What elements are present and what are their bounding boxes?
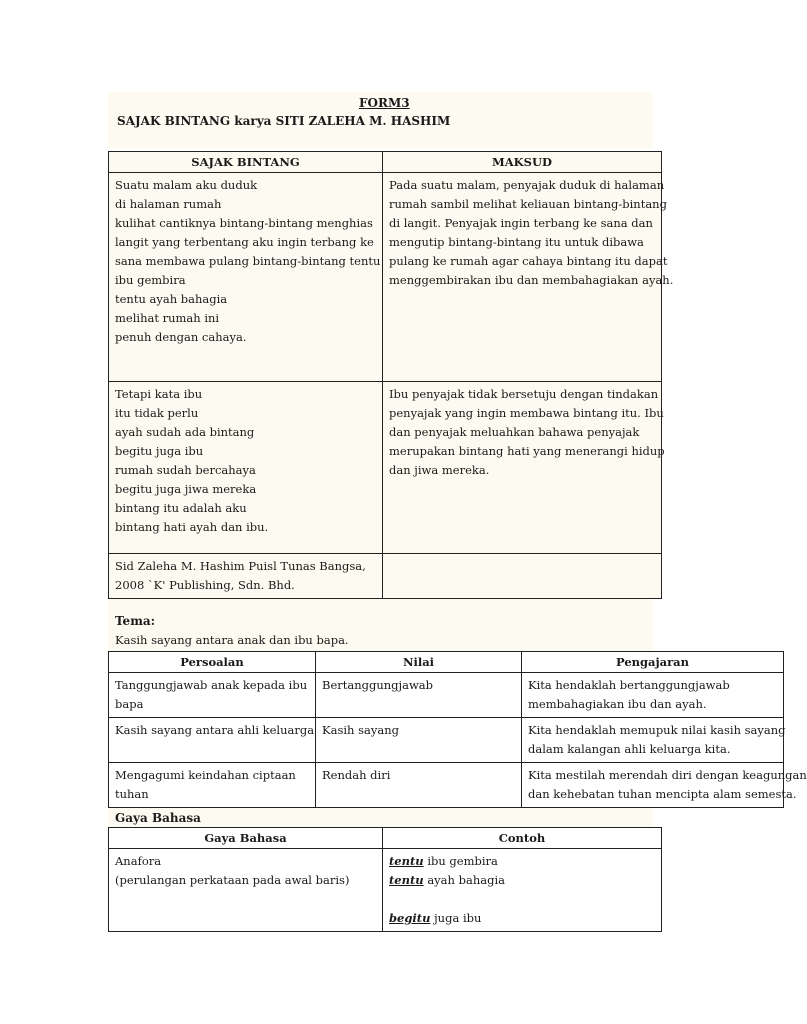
- cell-line: Kita hendaklah memupuk nilai kasih sayang: [528, 723, 786, 737]
- gaya-bahasa-table: [108, 827, 662, 932]
- meaning-line: menggembirakan ibu dan membahagiakan ayah.: [389, 273, 674, 287]
- repeated-word: tentu: [389, 873, 424, 887]
- cell-line: membahagiakan ibu dan ayah.: [528, 697, 707, 711]
- poem-line: Suatu malam aku duduk: [115, 178, 258, 192]
- table-row: [109, 849, 662, 932]
- empty-cell: [383, 554, 662, 599]
- poem-line: tentu ayah bahagia: [115, 292, 228, 306]
- tema-table: [108, 651, 807, 808]
- table-row: [109, 763, 784, 808]
- meaning-line: di langit. Penyajak ingin terbang ke sana dan: [389, 216, 653, 230]
- poem-line: kulihat cantiknya bintang-bintang menghias: [115, 216, 373, 230]
- poem-line: ibu gembira: [115, 273, 186, 287]
- poem-line: itu tidak perlu: [115, 406, 199, 420]
- poem-cell-stanza-2: [109, 382, 383, 554]
- cell-line: dalam kalangan ahli keluarga kita.: [528, 742, 731, 756]
- cell-line: dan kehebatan tuhan mencipta alam semesta.: [528, 787, 797, 801]
- poem-line: rumah sudah bercahaya: [115, 463, 256, 477]
- table-row: [109, 718, 784, 763]
- cell-line: Kasih sayang: [322, 723, 399, 737]
- gaya-description: (perulangan perkataan pada awal baris): [115, 873, 350, 887]
- nilai-cell: [316, 718, 522, 763]
- meaning-header: MAKSUD: [383, 152, 662, 173]
- pengajaran-cell: [522, 673, 784, 718]
- nilai-header: Nilai: [316, 652, 522, 673]
- poem-line: melihat rumah ini: [115, 311, 220, 325]
- persoalan-cell: [109, 718, 316, 763]
- example-rest: ibu gembira: [423, 854, 498, 868]
- pengajaran-cell: [522, 718, 784, 763]
- meaning-line: merupakan bintang hati yang menerangi hidup: [389, 444, 665, 458]
- poem-line: penuh dengan cahaya.: [115, 330, 247, 344]
- meaning-line: Pada suatu malam, penyajak duduk di halaman: [389, 178, 665, 192]
- example-rest: juga ibu: [430, 911, 482, 925]
- poem-line: di halaman rumah: [115, 197, 222, 211]
- poem-line: ayah sudah ada bintang: [115, 425, 255, 439]
- persoalan-cell: [109, 763, 316, 808]
- pengajaran-cell: [522, 763, 807, 808]
- meaning-line: penyajak yang ingin membawa bintang itu. Ibu: [389, 406, 664, 420]
- page-title: SAJAK BINTANG karya SITI ZALEHA M. HASHIM: [117, 114, 451, 128]
- poem-line: sana membawa pulang bintang-bintang tentu: [115, 254, 381, 268]
- poem-line: begitu juga jiwa mereka: [115, 482, 257, 496]
- table-row: [109, 673, 784, 718]
- meaning-line: rumah sambil melihat keliauan bintang-bintang: [389, 197, 667, 211]
- example-line: [389, 890, 655, 909]
- source-citation-cell: [109, 554, 383, 599]
- repeated-word: tentu: [389, 854, 424, 868]
- cell-line: Rendah diri: [322, 768, 391, 782]
- repeated-word: begitu: [389, 911, 431, 925]
- poem-cell-stanza-1: [109, 173, 383, 382]
- meaning-cell-stanza-2: [383, 382, 665, 554]
- meaning-cell-stanza-1: [383, 173, 674, 382]
- meaning-line: dan jiwa mereka.: [389, 463, 490, 477]
- gaya-bahasa-label: Gaya Bahasa: [115, 811, 201, 825]
- example-rest: ayah bahagia: [423, 873, 505, 887]
- gaya-bahasa-header: Gaya Bahasa: [109, 828, 383, 849]
- meaning-line: dan penyajak meluahkan bahawa penyajak: [389, 425, 640, 439]
- contoh-cell: [383, 849, 662, 932]
- poem-header: SAJAK BINTANG: [109, 152, 383, 173]
- example-line: [389, 852, 655, 871]
- meaning-line: Ibu penyajak tidak bersetuju dengan tindakan: [389, 387, 659, 401]
- form-label: FORM3: [359, 96, 410, 110]
- poem-line: Tetapi kata ibu: [115, 387, 203, 401]
- tema-label: Tema:: [115, 614, 156, 628]
- poem-table: [108, 151, 674, 599]
- citation-line: Sid Zaleha M. Hashim Puisl Tunas Bangsa,: [115, 559, 366, 573]
- poem-line: bintang hati ayah dan ibu.: [115, 520, 269, 534]
- example-line: [389, 871, 655, 890]
- cell-line: bapa: [115, 697, 144, 711]
- cell-line: Kita hendaklah bertanggungjawab: [528, 678, 730, 692]
- poem-line: begitu juga ibu: [115, 444, 204, 458]
- cell-line: Kita mestilah merendah diri dengan keagungan: [528, 768, 807, 782]
- poem-line: bintang itu adalah aku: [115, 501, 247, 515]
- cell-line: Kasih sayang antara ahli keluarga: [115, 723, 315, 737]
- meaning-line: mengutip bintang-bintang itu untuk dibawa: [389, 235, 644, 249]
- gaya-name-cell: [109, 849, 383, 932]
- cell-line: Bertanggungjawab: [322, 678, 434, 692]
- tema-text: Kasih sayang antara anak dan ibu bapa.: [115, 633, 349, 647]
- citation-line: 2008 `K' Publishing, Sdn. Bhd.: [115, 578, 295, 592]
- nilai-cell: [316, 673, 522, 718]
- cell-line: Mengagumi keindahan ciptaan: [115, 768, 296, 782]
- nilai-cell: [316, 763, 522, 808]
- cell-line: tuhan: [115, 787, 149, 801]
- meaning-line: pulang ke rumah agar cahaya bintang itu dapat: [389, 254, 668, 268]
- gaya-name: Anafora: [115, 854, 162, 868]
- contoh-header: Contoh: [383, 828, 662, 849]
- poem-line: langit yang terbentang aku ingin terbang ke: [115, 235, 374, 249]
- example-line: [389, 909, 655, 928]
- persoalan-header: Persoalan: [109, 652, 316, 673]
- pengajaran-header: Pengajaran: [522, 652, 784, 673]
- cell-line: Tanggungjawab anak kepada ibu: [115, 678, 308, 692]
- persoalan-cell: [109, 673, 316, 718]
